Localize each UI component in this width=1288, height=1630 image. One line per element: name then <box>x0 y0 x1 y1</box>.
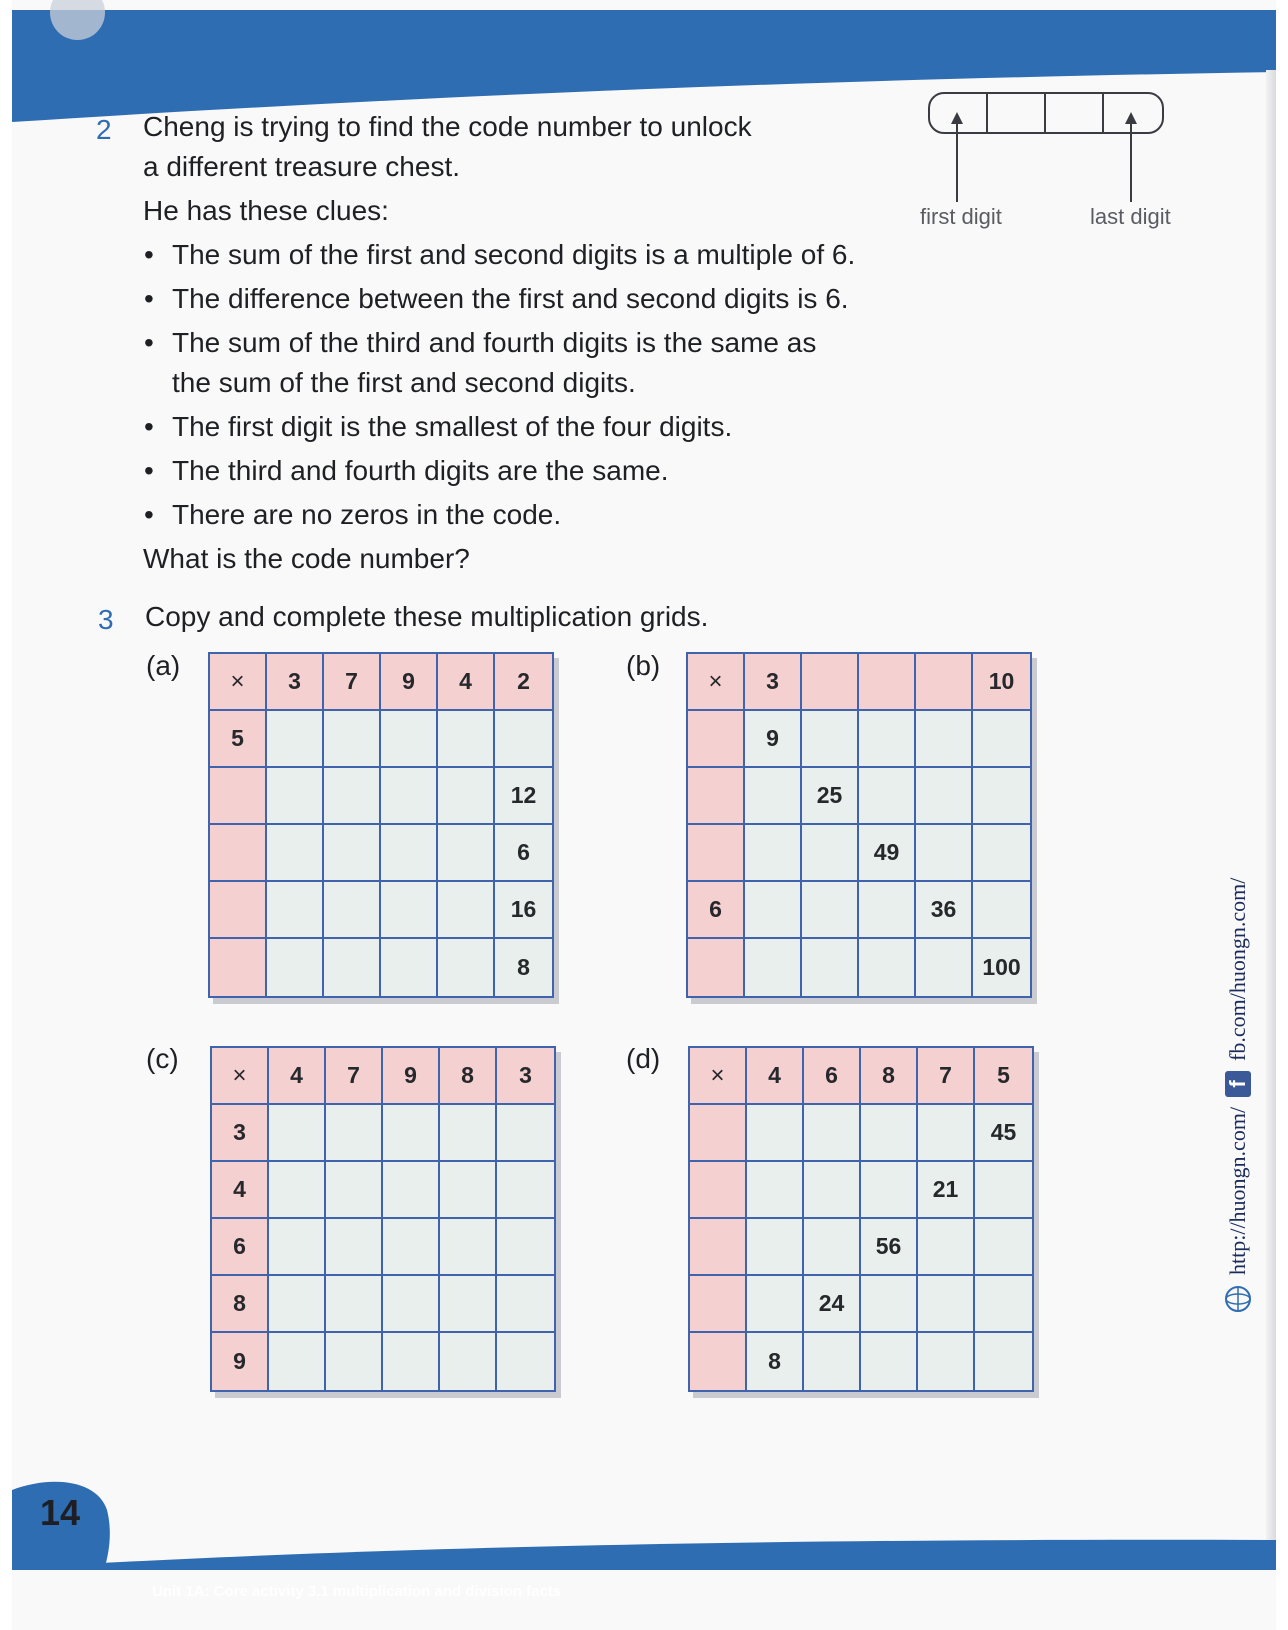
column-header-cell: 5 <box>975 1048 1032 1105</box>
grid-cell <box>804 1162 861 1219</box>
grid-cell: 8 <box>747 1333 804 1390</box>
grid-cell <box>975 1276 1032 1333</box>
arrow-up-icon <box>1125 112 1137 124</box>
watermark-site[interactable]: http://huongn.com/ <box>1225 1106 1250 1275</box>
grid-cell <box>269 1105 326 1162</box>
grid-cell <box>747 1105 804 1162</box>
grid-cell <box>326 1333 383 1390</box>
grid-cell <box>804 1333 861 1390</box>
grid-cell <box>745 768 802 825</box>
grid-cell <box>745 939 802 996</box>
grid-cell: 9 <box>745 711 802 768</box>
column-header-cell: 4 <box>438 654 495 711</box>
grid-cell <box>383 1276 440 1333</box>
grid-cell <box>381 882 438 939</box>
grid-label-b: (b) <box>626 650 661 681</box>
grid-cell <box>918 1276 975 1333</box>
grid-cell: 45 <box>975 1105 1032 1162</box>
column-header-cell: 3 <box>497 1048 554 1105</box>
grid-cell <box>802 711 859 768</box>
column-header-cell: 9 <box>383 1048 440 1105</box>
code-divider <box>1044 94 1046 132</box>
grid-cell <box>383 1162 440 1219</box>
grid-cell <box>269 1162 326 1219</box>
grid-cell <box>859 768 916 825</box>
grid-cell: 8 <box>495 939 552 996</box>
row-header-cell: 5 <box>210 711 267 768</box>
column-header-cell <box>859 654 916 711</box>
grid-cell <box>440 1162 497 1219</box>
grid-cell <box>267 939 324 996</box>
column-header-cell: 7 <box>326 1048 383 1105</box>
grid-cell <box>747 1276 804 1333</box>
grid-cell <box>745 825 802 882</box>
grid-cell <box>324 825 381 882</box>
question-number: 3 <box>98 604 114 635</box>
grid-label-a: (a) <box>146 650 181 681</box>
grid-cell <box>802 939 859 996</box>
grid-cell <box>267 768 324 825</box>
column-header-cell: 7 <box>918 1048 975 1105</box>
grid-cell <box>918 1333 975 1390</box>
clue-item-continuation: the sum of the first and second digits. <box>172 367 636 398</box>
row-header-cell <box>688 711 745 768</box>
first-digit-pointer <box>956 118 958 202</box>
grid-cell: 24 <box>804 1276 861 1333</box>
multiplication-grid-b <box>686 652 1032 998</box>
facebook-icon: f <box>1225 1071 1251 1097</box>
grid-cell <box>859 882 916 939</box>
grid-cell <box>975 1162 1032 1219</box>
row-header-cell <box>690 1333 747 1390</box>
question-instruction: Copy and complete these multiplication grids. <box>145 601 709 632</box>
grid-cell <box>497 1276 554 1333</box>
row-header-cell: 6 <box>212 1219 269 1276</box>
grid-cell <box>440 1333 497 1390</box>
last-digit-label: last digit <box>1090 204 1171 229</box>
grid-cell <box>326 1219 383 1276</box>
column-header-cell <box>916 654 973 711</box>
clue-item: • The sum of the first and second digits is a multiple of 6. <box>172 238 855 272</box>
grid-label-c: (c) <box>146 1043 179 1074</box>
column-header-cell: 6 <box>804 1048 861 1105</box>
row-header-cell <box>210 939 267 996</box>
row-header-cell: 9 <box>212 1333 269 1390</box>
grid-cell <box>975 1333 1032 1390</box>
grid-cell <box>383 1219 440 1276</box>
grid-cell <box>975 1219 1032 1276</box>
clue-item: • The first digit is the smallest of the four digits. <box>172 410 732 444</box>
grid-cell <box>973 825 1030 882</box>
grid-cell <box>438 939 495 996</box>
grid-cell <box>269 1219 326 1276</box>
grid-cell: 12 <box>495 768 552 825</box>
grid-cell <box>747 1219 804 1276</box>
grid-cell <box>497 1333 554 1390</box>
row-header-cell <box>210 768 267 825</box>
grid-cell: 56 <box>861 1219 918 1276</box>
grid-cell <box>383 1333 440 1390</box>
multiplication-grid-d <box>688 1046 1034 1392</box>
grid-cell <box>326 1276 383 1333</box>
grid-cell <box>324 768 381 825</box>
grid-cell <box>861 1162 918 1219</box>
grid-cell <box>973 882 1030 939</box>
first-digit-label: first digit <box>920 204 1002 229</box>
grid-cell <box>859 939 916 996</box>
grid-cell <box>495 711 552 768</box>
row-header-cell: 6 <box>688 882 745 939</box>
grid-cell <box>269 1333 326 1390</box>
grid-cell <box>438 768 495 825</box>
clues-intro: He has these clues: <box>143 195 389 226</box>
arrow-up-icon <box>951 112 963 124</box>
question-prompt: What is the code number? <box>143 543 470 574</box>
grid-cell <box>859 711 916 768</box>
grid-cell <box>745 882 802 939</box>
grid-cell <box>918 1219 975 1276</box>
grid-cell <box>324 939 381 996</box>
footer-unit-title: Unit 1A: Core activity 3.1 multiplication and division facts <box>152 1583 562 1600</box>
grid-cell <box>861 1276 918 1333</box>
grid-cell <box>973 768 1030 825</box>
globe-icon <box>1224 1285 1252 1313</box>
column-header-cell: 8 <box>440 1048 497 1105</box>
grid-cell <box>440 1276 497 1333</box>
grid-label-d: (d) <box>626 1043 661 1074</box>
times-symbol: × <box>690 1048 747 1105</box>
column-header-cell: 3 <box>267 654 324 711</box>
watermark-facebook[interactable]: fb.com/huongn.com/ <box>1225 877 1250 1061</box>
watermark <box>1218 873 1278 1313</box>
grid-cell <box>438 825 495 882</box>
row-header-cell <box>690 1105 747 1162</box>
grid-cell <box>438 882 495 939</box>
times-symbol: × <box>212 1048 269 1105</box>
column-header-cell: 9 <box>381 654 438 711</box>
grid-cell <box>381 711 438 768</box>
row-header-cell <box>690 1219 747 1276</box>
clue-item: • The third and fourth digits are the same. <box>172 454 669 488</box>
column-header-cell: 4 <box>269 1048 326 1105</box>
column-header-cell: 10 <box>973 654 1030 711</box>
grid-cell <box>269 1276 326 1333</box>
grid-cell <box>324 711 381 768</box>
row-header-cell: 8 <box>212 1276 269 1333</box>
grid-cell <box>440 1105 497 1162</box>
row-header-cell <box>688 825 745 882</box>
row-header-cell: 4 <box>212 1162 269 1219</box>
grid-cell <box>381 768 438 825</box>
grid-cell <box>438 711 495 768</box>
clue-item: • The difference between the first and second digits is 6. <box>172 282 849 316</box>
code-divider <box>1102 94 1104 132</box>
column-header-cell: 4 <box>747 1048 804 1105</box>
multiplication-grid-c <box>210 1046 556 1392</box>
page-edge-shadow <box>1266 70 1276 1570</box>
column-header-cell: 7 <box>324 654 381 711</box>
row-header-cell <box>210 825 267 882</box>
question-number: 2 <box>96 114 112 145</box>
row-header-cell: 3 <box>212 1105 269 1162</box>
grid-cell: 49 <box>859 825 916 882</box>
grid-cell <box>916 939 973 996</box>
grid-cell <box>802 825 859 882</box>
grid-cell <box>916 825 973 882</box>
row-header-cell <box>690 1276 747 1333</box>
grid-cell <box>497 1162 554 1219</box>
column-header-cell <box>802 654 859 711</box>
grid-cell: 16 <box>495 882 552 939</box>
grid-cell: 25 <box>802 768 859 825</box>
grid-cell: 36 <box>916 882 973 939</box>
grid-cell: 21 <box>918 1162 975 1219</box>
grid-cell <box>747 1162 804 1219</box>
multiplication-grid-a <box>208 652 554 998</box>
clue-item: • There are no zeros in the code. <box>172 498 561 532</box>
column-header-cell: 2 <box>495 654 552 711</box>
column-header-cell: 3 <box>745 654 802 711</box>
grid-cell <box>326 1162 383 1219</box>
grid-cell <box>973 711 1030 768</box>
row-header-cell <box>688 939 745 996</box>
grid-cell: 6 <box>495 825 552 882</box>
footer-band <box>12 1510 1276 1570</box>
last-digit-pointer <box>1130 118 1132 202</box>
times-symbol: × <box>688 654 745 711</box>
grid-cell <box>861 1105 918 1162</box>
row-header-cell <box>688 768 745 825</box>
grid-cell <box>381 825 438 882</box>
clue-item: • The sum of the third and fourth digits is the same as <box>172 326 816 360</box>
grid-cell <box>804 1219 861 1276</box>
question-line-2: a different treasure chest. <box>143 151 460 182</box>
grid-cell <box>916 768 973 825</box>
grid-cell <box>804 1105 861 1162</box>
grid-cell <box>267 825 324 882</box>
times-symbol: × <box>210 654 267 711</box>
grid-cell <box>497 1105 554 1162</box>
grid-cell <box>861 1333 918 1390</box>
code-divider <box>986 94 988 132</box>
grid-cell <box>440 1219 497 1276</box>
question-line-1: Cheng is trying to find the code number to unlock <box>143 111 752 142</box>
grid-cell <box>497 1219 554 1276</box>
column-header-cell: 8 <box>861 1048 918 1105</box>
grid-cell <box>324 882 381 939</box>
grid-cell <box>918 1105 975 1162</box>
grid-cell <box>916 711 973 768</box>
grid-cell <box>267 711 324 768</box>
grid-cell <box>383 1105 440 1162</box>
grid-cell <box>802 882 859 939</box>
grid-cell: 100 <box>973 939 1030 996</box>
page-number: 14 <box>40 1492 81 1533</box>
row-header-cell <box>210 882 267 939</box>
grid-cell <box>326 1105 383 1162</box>
grid-cell <box>267 882 324 939</box>
row-header-cell <box>690 1162 747 1219</box>
grid-cell <box>381 939 438 996</box>
